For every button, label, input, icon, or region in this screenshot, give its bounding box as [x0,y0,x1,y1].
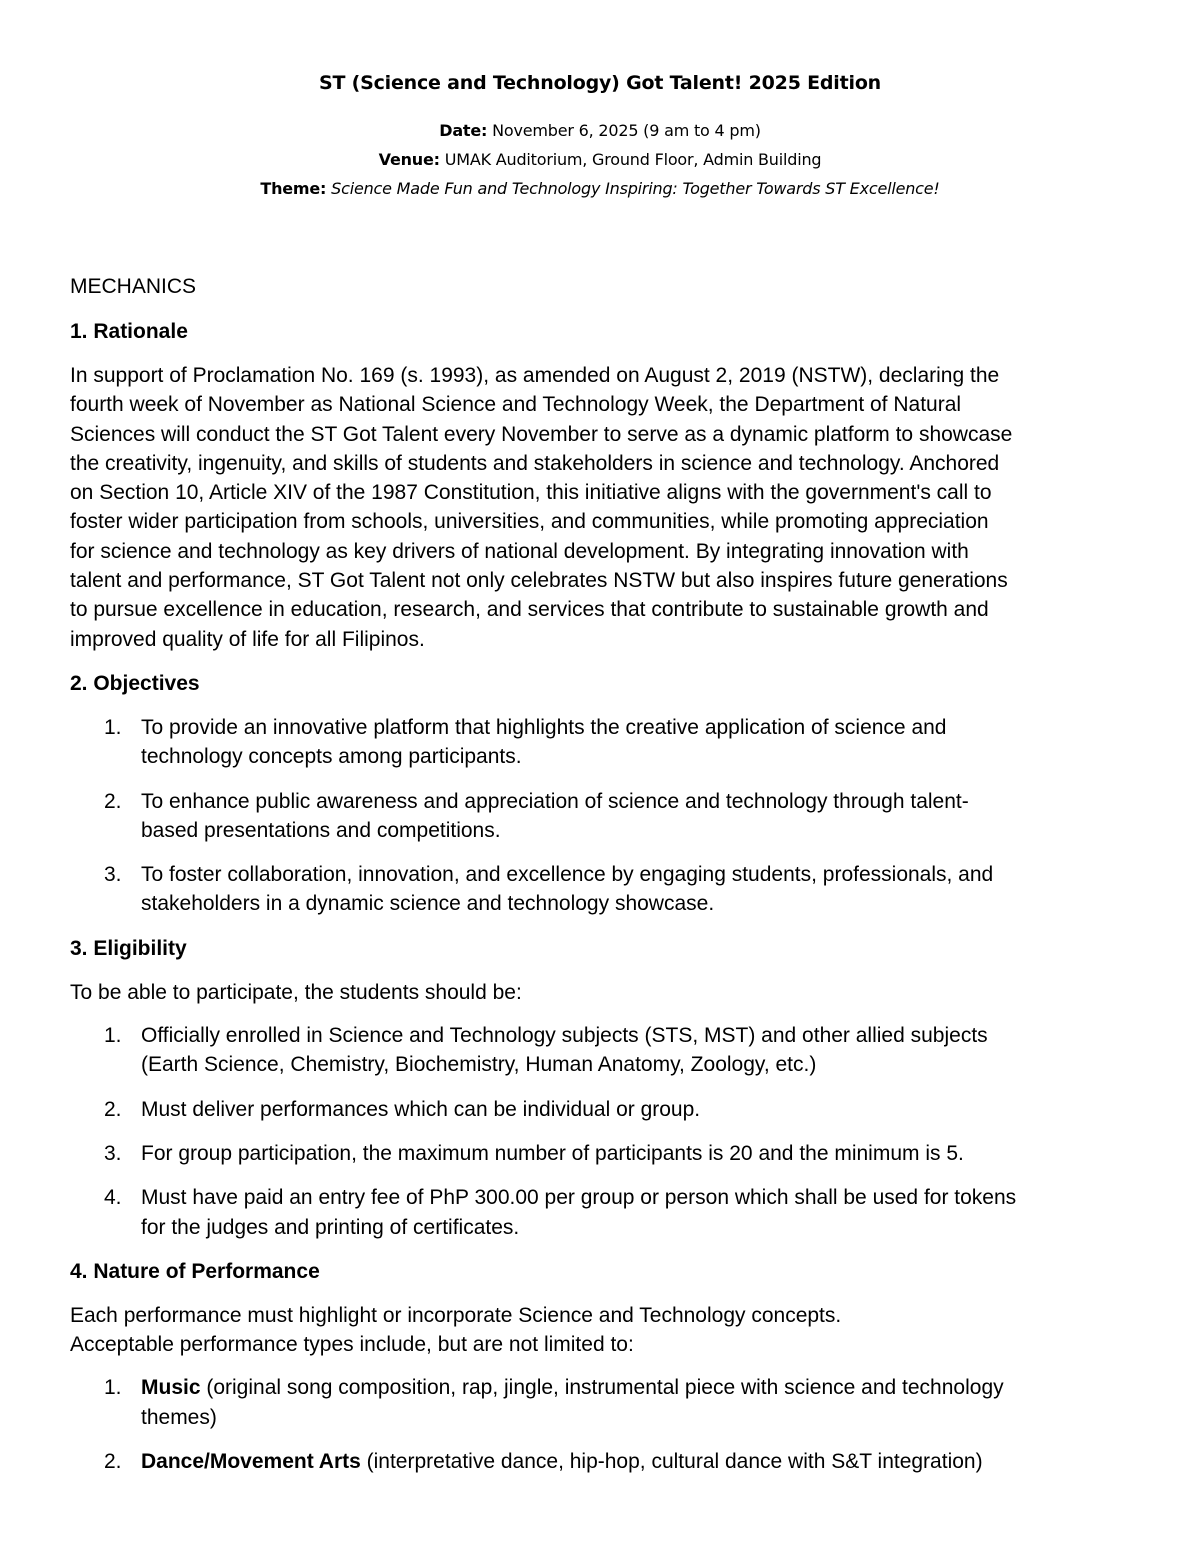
list-text: for the judges and printing of certificates. [141,1215,520,1239]
eligibility-intro: To be able to participate, the students should be: [70,980,522,1004]
list-number: 4. [104,1186,122,1210]
rationale-line: foster wider participation from schools, universities, and communities, while promoting appreciation [70,510,989,534]
rationale-line: talent and performance, ST Got Talent not only celebrates NSTW but also inspires future generations [70,569,1008,593]
venue-label: Venue: [378,150,440,169]
list-text: For group participation, the maximum number of participants is 20 and the minimum is 5. [141,1141,964,1165]
list-number: 3. [104,863,122,887]
rationale-line: to pursue excellence in education, research, and services that contribute to sustainable growth and [70,598,989,622]
list-text: To enhance public awareness and appreciation of science and technology through talent- [141,789,969,813]
list-number: 1. [104,715,122,739]
date-value: November 6, 2025 (9 am to 4 pm) [487,121,761,140]
list-number: 2. [104,789,122,813]
nature-intro-line: Each performance must highlight or incorporate Science and Technology concepts. [70,1303,842,1327]
rationale-line: the creativity, ingenuity, and skills of students and stakeholders in science and technology. Anchored [70,451,1000,475]
list-item [70,1373,1130,1432]
rationale-line: for science and technology as key drivers of national development. By integrating innovation with [70,539,969,563]
list-text: (interpretative dance, hip-hop, cultural dance with S&T integration) [360,1450,983,1474]
theme-label: Theme: [260,179,327,198]
list-item [70,787,1130,846]
list-text: Must deliver performances which can be individual or group. [141,1097,701,1121]
rationale-line: fourth week of November as National Science and Technology Week, the Department of Natural [70,393,962,417]
list-item [70,1183,1130,1242]
theme-value: Science Made Fun and Technology Inspiring: Together Towards ST Excellence! [326,179,940,198]
list-item [70,1095,1130,1124]
list-text: Officially enrolled in Science and Technology subjects (STS, MST) and other allied subjects [141,1024,988,1048]
list-text: (Earth Science, Chemistry, Biochemistry, Human Anatomy, Zoology, etc.) [141,1053,817,1077]
list-text: themes) [141,1405,217,1429]
document-title: ST (Science and Technology) Got Talent! 2025 Edition [318,72,881,94]
list-text: based presentations and competitions. [141,818,501,842]
rationale-line: improved quality of life for all Filipinos. [70,627,425,651]
venue-line [70,145,1130,174]
list-item [70,1021,1130,1080]
eligibility-heading: 3. Eligibility [70,936,187,960]
document-header [70,72,1130,203]
performance-type-name: Music [141,1376,201,1400]
performance-types-list [70,1373,1130,1476]
list-text: stakeholders in a dynamic science and technology showcase. [141,892,715,916]
nature-intro-line: Acceptable performance types include, but are not limited to: [70,1333,634,1357]
rationale-line: In support of Proclamation No. 169 (s. 1993), as amended on August 2, 2019 (NSTW), declaring the [70,364,1000,387]
list-item [70,1447,1130,1476]
list-text: Must have paid an entry fee of PhP 300.00 per group or person which shall be used for tokens [141,1186,1017,1210]
list-item [70,1139,1130,1168]
mechanics-heading: MECHANICS [70,275,197,298]
eligibility-list [70,1021,1130,1242]
list-number: 3. [104,1141,122,1165]
list-item [70,713,1130,772]
performance-type-name: Dance/Movement Arts [141,1450,361,1474]
list-text: To foster collaboration, innovation, and excellence by engaging students, professionals, and [141,863,994,887]
rationale-paragraph [70,361,1130,654]
venue-value: UMAK Auditorium, Ground Floor, Admin Building [439,150,822,169]
nature-heading: 4. Nature of Performance [70,1259,320,1283]
rationale-line: on Section 10, Article XIV of the 1987 Constitution, this initiative aligns with the government's call to [70,481,992,505]
nature-intro [70,1301,1130,1360]
list-number: 2. [104,1097,122,1121]
date-line [70,116,1130,145]
objectives-heading: 2. Objectives [70,671,200,695]
rationale-line: Sciences will conduct the ST Got Talent every November to serve as a dynamic platform to showcase [70,422,1013,446]
date-label: Date: [439,121,488,140]
list-text: To provide an innovative platform that highlights the creative application of science and [141,715,947,739]
list-number: 2. [104,1450,122,1474]
list-item [70,860,1130,919]
list-text: technology concepts among participants. [141,745,522,769]
list-number: 1. [104,1024,122,1048]
rationale-heading: 1. Rationale [70,320,188,343]
theme-line [70,174,1130,203]
list-number: 1. [104,1376,122,1400]
list-text: (original song composition, rap, jingle, instrumental piece with science and technology [200,1376,1004,1400]
objectives-list [70,713,1130,919]
